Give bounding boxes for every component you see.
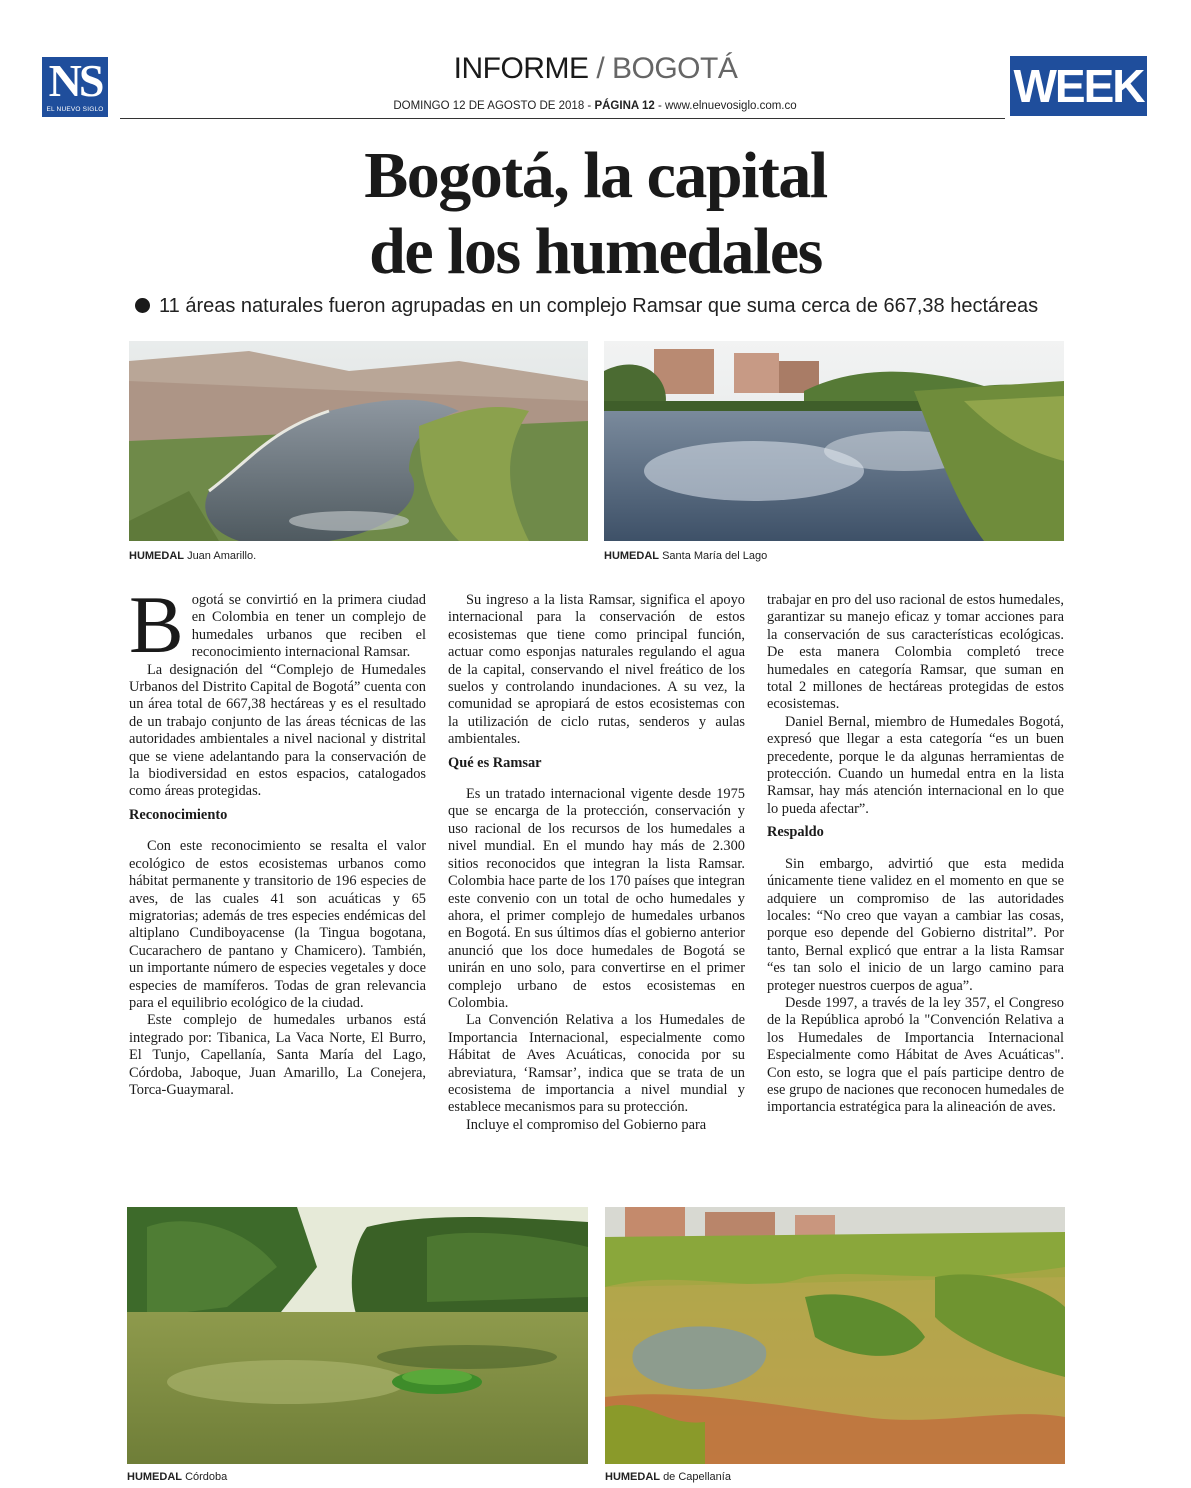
wetland-meadow-image — [605, 1207, 1065, 1464]
subheading-reconocimiento: Reconocimiento — [129, 806, 228, 823]
paragraph: trabajar en pro del uso racional de estos humedales, garantizar su manejo eficaz y tomar acciones para la conservación de sus características ecológicas. De esta manera Colombia completó trece humedales en categoría Ramsar, que suman en total 2 millones de hectáreas protegidas de estos ecosistemas. — [767, 592, 1064, 713]
subheadline-text: 11 áreas naturales fueron agrupadas en un complejo Ramsar que suma cerca de 667,38 hectáreas — [159, 295, 1039, 317]
subsection-name: BOGOTÁ — [612, 52, 738, 85]
paragraph: Este complejo de humedales urbanos está integrado por: Tibanica, La Vaca Norte, El Burro, El Tunjo, Capellanía, Santa María del Lago, Córdoba, Jaboque, Juan Amarillo, La Conejera, Torca-Guaymaral. — [129, 1012, 426, 1098]
photo-juan-amarillo — [129, 341, 588, 541]
wetland-aerial-image — [129, 341, 588, 541]
photo-capellania — [605, 1207, 1065, 1464]
caption-label: HUMEDAL — [127, 1471, 182, 1483]
subheading-respaldo: Respaldo — [767, 824, 824, 841]
section-name: INFORME — [453, 52, 589, 85]
paragraph-text: ogotá se convirtió en la primera ciudad en Colombia en tener un complejo de humedales urbanos que reciben el reconocimiento internacional Ramsar. — [191, 592, 426, 661]
paragraph: La designación del “Complejo de Humedales Urbanos del Distrito Capital de Bogotá” cuenta con un área total de 667,38 hectáreas y es el resultado de un trabajo conjunto de las áreas técnicas de las autoridades ambientales a nivel nacional y distrital que se viene adelantando para la conservación de la biodiversidad en estos espacios, catalogados como áreas protegidas. — [129, 661, 426, 800]
bullet-icon — [135, 298, 150, 313]
drop-cap: B — [129, 579, 184, 670]
paragraph: Daniel Bernal, miembro de Humedales Bogotá, expresó que llegar a esta categoría “es un buen precedente, porque le da algunas herramientas de protección. Cuando un humedal entra en la lista Ramsar, hay más atención internacional en lo que lo pueda afectar”. — [767, 713, 1064, 817]
subheading-que-es-ramsar: Qué es Ramsar — [448, 754, 542, 771]
caption-label: HUMEDAL — [605, 1471, 660, 1483]
logo-initials: NS — [48, 55, 102, 106]
paragraph: La Convención Relativa a los Humedales de Importancia Internacional, especialmente como Hábitat de Aves Acuáticas, conocida por su abreviatura, ‘Ramsar’, indica que se trata de un ecosistema de importancia a nivel mundial y establece mecanismos para su protección. — [448, 1012, 745, 1116]
subheadline — [135, 295, 1065, 318]
headline-line-2: de los humedales — [369, 215, 822, 288]
wetland-lake-image — [604, 341, 1064, 541]
photo-cordoba — [127, 1207, 588, 1464]
paragraph: Es un tratado internacional vigente desde 1975 que se encarga de la protección, conservación y uso racional de los recursos de los humedales a nivel mundial. En el mundo hay más de 2.300 sitios reconocidos que integran la lista Ramsar. Colombia hace parte de los 170 países que integran este convenio con un total de ocho humedales y ahora, el primer complejo de humedales urbanos en Bogotá. En sus últimos días el gobierno anterior anunció que los doce humedales de Bogotá se unirán en uno solo, para convertirse en el primer complejo urbano de estos ecosistemas en Colombia. — [448, 786, 745, 1011]
paragraph: Con este reconocimiento se resalta el valor ecológico de estos ecosistemas urbanos como hábitat permanente y transitorio de 196 especies de aves, de las cuales 41 son acuáticas y 65 migratorias; además de tres especies endémicas del altiplano Cundiboyacense (la Tingua bogotana, Cucarachero de pantano y Chamicero). También, un importante número de especies vegetales y doce especies de mamíferos. Todas de gran relevancia para el equilibrio ecológico de la ciudad. — [129, 838, 426, 1011]
headline — [0, 138, 1191, 290]
wetland-green-pond-image — [127, 1207, 588, 1464]
paragraph: Su ingreso a la lista Ramsar, significa el apoyo internacional para la conservación de estos ecosistemas que tiene como principal función, actuar como esponjas naturales regulando el agua de la capital, conservando el nivel freático de los suelos y controlando inundaciones. A su vez, la comunidad se apropiará de estos ecosistemas con la utilización de ciclo rutas, senderos y aulas ambientales. — [448, 592, 745, 748]
photo-caption — [129, 550, 256, 562]
photo-caption — [605, 1471, 731, 1483]
caption-text: Juan Amarillo. — [187, 550, 257, 562]
dateline — [380, 100, 810, 112]
lead-paragraph — [129, 579, 426, 670]
header-rule — [120, 118, 1005, 119]
photo-caption — [604, 550, 767, 562]
text-column-3 — [767, 592, 1064, 1117]
paragraph: Desde 1997, a través de la ley 357, el Congreso de la República aprobó la "Convención Relativa a los Humedales de Importancia Internacional Especialmente como Hábitat de Aves Acuáticas". Con esto, se logra que el país participe dentro de ese grupo de naciones que reconocen humedales de importancia estratégica para la alineación de aves. — [767, 994, 1064, 1116]
headline-line-1: Bogotá, la capital — [364, 139, 827, 212]
section-separator: / — [596, 52, 605, 85]
photo-santa-maria-del-lago — [604, 341, 1064, 541]
dateline-url: - www.elnuevosiglo.com.co — [657, 100, 797, 112]
text-column-2 — [448, 592, 745, 1134]
caption-text: Santa María del Lago — [662, 550, 768, 562]
caption-text: de Capellanía — [663, 1471, 731, 1483]
caption-label: HUMEDAL — [129, 550, 184, 562]
caption-label: HUMEDAL — [604, 550, 659, 562]
caption-text: Córdoba — [185, 1471, 228, 1483]
paragraph: Incluye el compromiso del Gobierno para — [466, 1116, 707, 1133]
dateline-page: PÁGINA 12 — [594, 100, 655, 112]
photo-caption — [127, 1471, 227, 1483]
dateline-date: DOMINGO 12 DE AGOSTO DE 2018 - — [393, 100, 592, 112]
paragraph: Sin embargo, advirtió que esta medida únicamente tiene validez en el momento en que se adquiere un compromiso de las autoridades locales: “No creo que vayan a cambiar las cosas, porque eso depende del Gobierno distrital”. Por tanto, Bernal explicó que entrar a la lista Ramsar “es tan solo el inicio de un largo camino para proteger nuestros cuerpos de agua”. — [767, 855, 1064, 994]
text-column-1 — [129, 579, 426, 1099]
week-logo: WEEK — [1010, 56, 1147, 116]
logo-name: EL NUEVO SIGLO — [46, 106, 104, 113]
